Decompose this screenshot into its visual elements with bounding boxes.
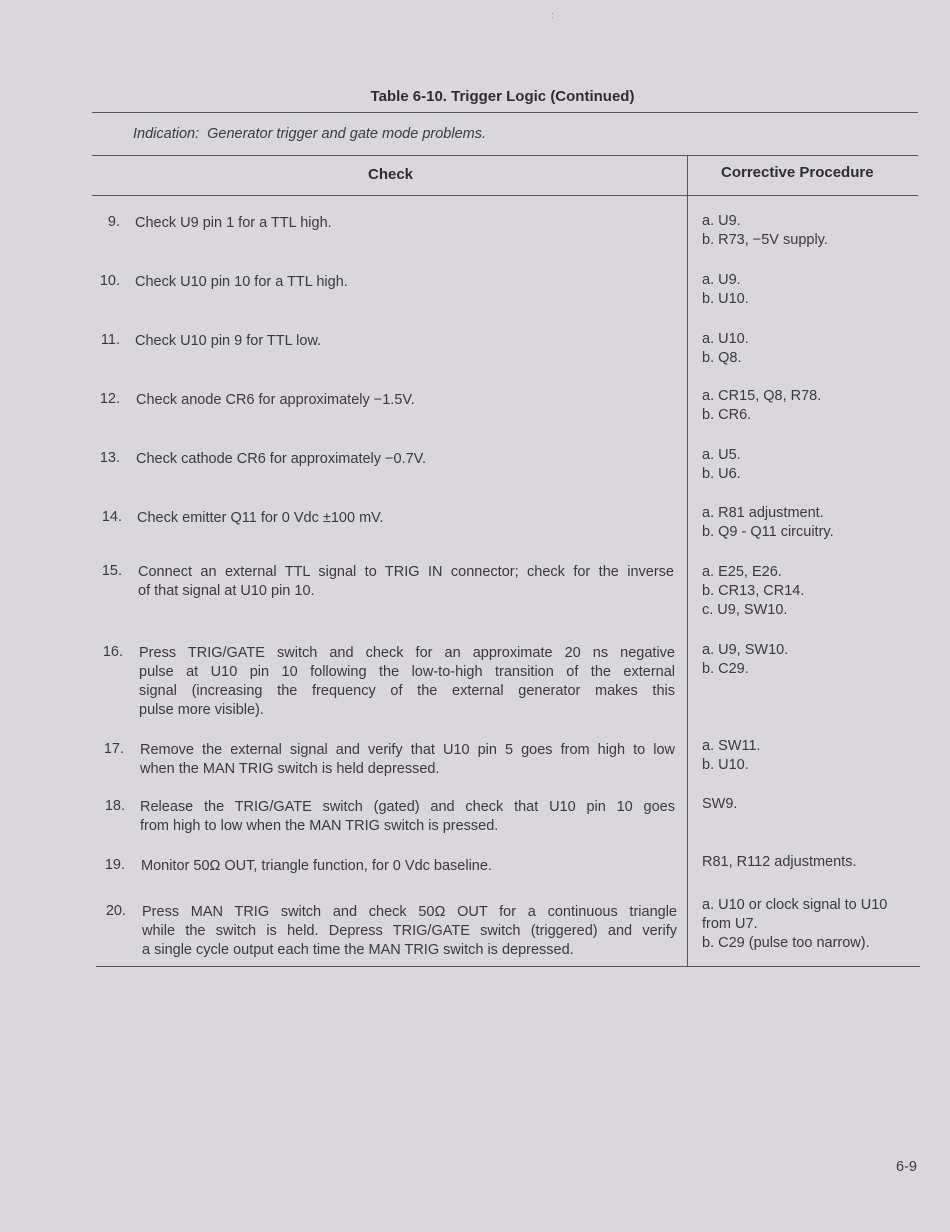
check-line: when the MAN TRIG switch is held depressed.: [140, 761, 440, 777]
indication-line: [133, 126, 486, 142]
step-number: 20.: [105, 903, 126, 919]
check-line: Check cathode CR6 for approximately −0.7V.: [136, 451, 427, 467]
check-text: [141, 857, 676, 876]
table-title: Table 6-10. Trigger Logic (Continued): [370, 88, 635, 105]
corrective-procedure: [702, 446, 922, 484]
corrective-line: a. U9, SW10.: [702, 642, 789, 658]
check-line: Release the TRIG/GATE switch (gated) and check that U10 pin 10 goes: [140, 799, 675, 815]
corrective-procedure: [702, 504, 922, 542]
corrective-line: a. U5.: [702, 447, 741, 463]
check-line: Press MAN TRIG switch and check 50Ω OUT for a continuous triangle: [142, 904, 677, 920]
corrective-line: b. C29 (pulse too narrow).: [702, 935, 870, 951]
check-line: Press TRIG/GATE switch and check for an approximate 20 ns negative: [139, 645, 675, 661]
corrective-line: a. U9.: [702, 213, 741, 229]
check-text: [136, 450, 676, 469]
corrective-line: b. U10.: [702, 757, 749, 773]
corrective-line: a. SW11.: [702, 738, 761, 754]
corrective-procedure: [702, 271, 922, 309]
corrective-line: a. U10 or clock signal to U10: [702, 897, 888, 913]
check-line: Remove the external signal and verify that U10 pin 5 goes from high to low: [140, 742, 675, 758]
step-number: 10.: [99, 273, 120, 289]
check-text: [140, 741, 675, 779]
column-divider: [687, 155, 688, 967]
corrective-procedure: [702, 212, 922, 250]
corrective-line: a. U9.: [702, 272, 741, 288]
check-line: Check emitter Q11 for 0 Vdc ±100 mV.: [137, 510, 384, 526]
check-text: [139, 644, 675, 720]
corrective-line: b. CR13, CR14.: [702, 583, 805, 599]
corrective-procedure: [702, 563, 922, 620]
step-number: 18.: [104, 798, 125, 814]
rule-header-bottom: [92, 195, 918, 196]
check-text: [140, 798, 675, 836]
corrective-line: b. Q8.: [702, 350, 742, 366]
check-line: pulse at U10 pin 10 following the low-to-high transition of the external: [139, 664, 675, 680]
step-number: 15.: [101, 563, 122, 579]
corrective-line: a. CR15, Q8, R78.: [702, 388, 822, 404]
check-line: Monitor 50Ω OUT, triangle function, for 0 Vdc baseline.: [141, 858, 492, 874]
corrective-procedure: [702, 795, 922, 814]
check-text: [137, 509, 677, 528]
step-number: 19.: [104, 857, 125, 873]
corrective-line: b. R73, −5V supply.: [702, 232, 828, 248]
check-text: [135, 214, 675, 233]
check-line: Connect an external TTL signal to TRIG IN connector; check for the inverse: [138, 564, 674, 580]
step-number: 14.: [101, 509, 122, 525]
check-line: pulse more visible).: [139, 702, 264, 718]
stray-mark: :: [551, 10, 554, 20]
indication-label: Indication:: [133, 126, 200, 142]
step-number: 13.: [99, 450, 120, 466]
corrective-line: SW9.: [702, 796, 738, 812]
corrective-procedure: [702, 330, 922, 368]
check-line: a single cycle output each time the MAN TRIG switch is depressed.: [142, 942, 574, 958]
check-text: [135, 273, 675, 292]
check-line: signal (increasing the frequency of the external generator makes this: [139, 683, 675, 699]
step-number: 9.: [107, 214, 120, 230]
rule-bottom: [96, 966, 920, 967]
check-line: Check anode CR6 for approximately −1.5V.: [136, 392, 415, 408]
corrective-line: a. R81 adjustment.: [702, 505, 824, 521]
check-text: [138, 563, 674, 601]
check-text: [142, 903, 677, 960]
corrective-procedure: [702, 896, 922, 953]
check-line: of that signal at U10 pin 10.: [138, 583, 315, 599]
check-line: Check U9 pin 1 for a TTL high.: [135, 215, 332, 231]
header-check: Check: [368, 166, 414, 183]
corrective-line: b. U10.: [702, 291, 749, 307]
corrective-procedure: [702, 387, 922, 425]
step-number: 16.: [102, 644, 123, 660]
corrective-procedure: [702, 737, 922, 775]
corrective-procedure: [702, 853, 922, 872]
corrective-line: from U7.: [702, 916, 758, 932]
step-number: 11.: [100, 332, 120, 348]
corrective-line: b. CR6.: [702, 407, 752, 423]
check-text: [136, 391, 676, 410]
corrective-line: a. U10.: [702, 331, 749, 347]
corrective-line: b. U6.: [702, 466, 741, 482]
rule-top: [92, 112, 918, 113]
corrective-procedure: [702, 641, 922, 679]
corrective-line: R81, R112 adjustments.: [702, 854, 857, 870]
check-text: [135, 332, 675, 351]
corrective-line: c. U9, SW10.: [702, 602, 788, 618]
corrective-line: b. C29.: [702, 661, 749, 677]
check-line: while the switch is held. Depress TRIG/GATE switch (triggered) and verify: [142, 923, 677, 939]
check-line: Check U10 pin 9 for TTL low.: [135, 333, 322, 349]
step-number: 17.: [103, 741, 124, 757]
rule-header-top: [92, 155, 918, 156]
page-number: 6-9: [896, 1159, 917, 1175]
step-number: 12.: [99, 391, 120, 407]
corrective-line: b. Q9 - Q11 circuitry.: [702, 524, 834, 540]
check-line: Check U10 pin 10 for a TTL high.: [135, 274, 348, 290]
header-corrective: Corrective Procedure: [721, 164, 874, 181]
corrective-line: a. E25, E26.: [702, 564, 782, 580]
check-line: from high to low when the MAN TRIG switch is pressed.: [140, 818, 499, 834]
indication-text: Generator trigger and gate mode problems.: [207, 126, 486, 142]
